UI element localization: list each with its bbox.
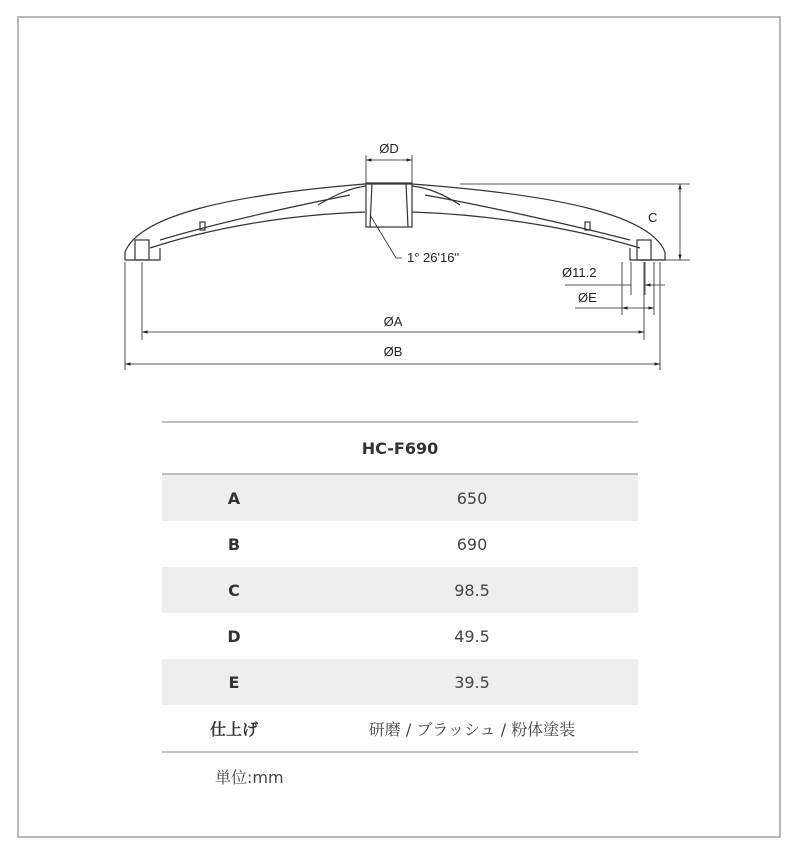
row-value: 98.5 [306, 567, 638, 613]
technical-drawing [0, 0, 800, 420]
table-row [162, 705, 638, 752]
table-row [162, 659, 638, 705]
spec-table [162, 421, 638, 753]
model-name: HC-F690 [162, 422, 638, 474]
row-value: 49.5 [454, 626, 490, 646]
row-value: 研磨 / ブラッシュ / 粉体塗装 [306, 705, 638, 752]
table-row [162, 613, 638, 659]
row-key: A [162, 474, 306, 521]
row-value: 650 [306, 474, 638, 521]
row-key: E [162, 659, 306, 705]
dim-label-d: ØD [379, 141, 399, 156]
dim-label-a: ØA [383, 314, 403, 329]
dim-label-e: ØE [578, 290, 597, 305]
table-row [162, 521, 638, 567]
unit-note: 単位:mm [215, 768, 284, 787]
row-key: C [162, 567, 306, 613]
row-key: D [227, 626, 241, 646]
table-header-row [162, 422, 638, 474]
row-value: 39.5 [306, 659, 638, 705]
table-row [162, 474, 638, 521]
dim-label-hole: Ø11.2 [562, 265, 597, 280]
table-row [162, 567, 638, 613]
handle-outline [125, 183, 665, 260]
dim-label-b: ØB [383, 344, 403, 359]
row-value: 690 [456, 534, 488, 554]
row-key: 仕上げ [162, 705, 306, 752]
row-key: B [227, 534, 241, 554]
dim-label-c: C [648, 210, 658, 225]
angle-label: 1° 26'16" [407, 250, 460, 265]
